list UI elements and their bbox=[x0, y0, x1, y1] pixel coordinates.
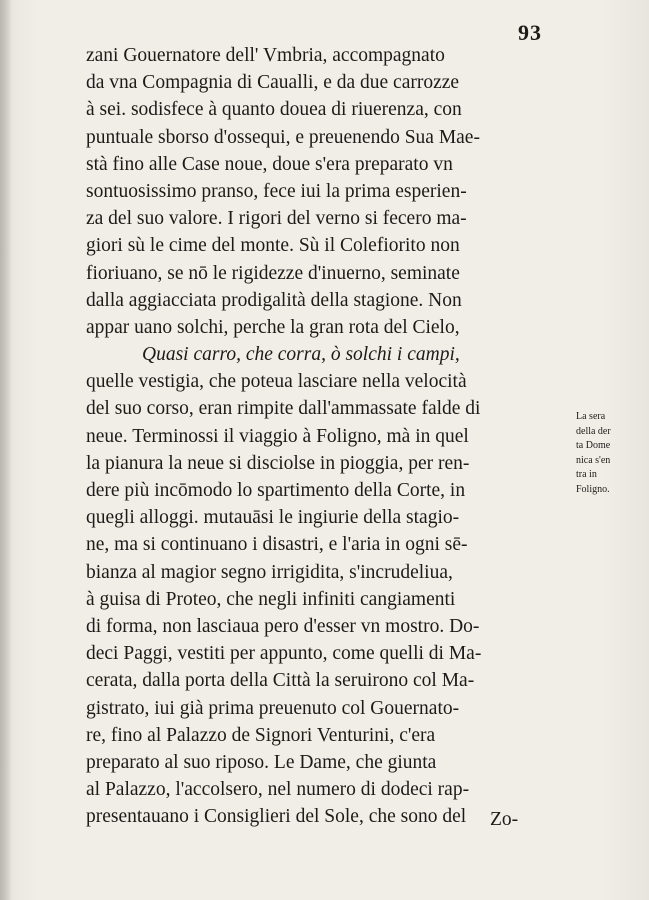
text-line: da vna Compagnia di Caualli, e da due carrozze bbox=[86, 72, 460, 94]
text-line: del suo corso, eran rimpite dall'ammassate falde di bbox=[86, 398, 481, 420]
text-line: quegli alloggi. mutauāsi le ingiurie della stagio- bbox=[86, 507, 460, 529]
text-line: za del suo valore. I rigori del verno si fecero ma- bbox=[86, 208, 467, 230]
text-line: sontuosissimo pranso, fece iui la prima esperien- bbox=[86, 180, 467, 202]
text-line: giori sù le cime del monte. Sù il Colefiorito non bbox=[86, 235, 460, 257]
text-line: presentauano i Consiglieri del Sole, che sono del bbox=[86, 806, 467, 828]
margin-note-line: La sera bbox=[576, 411, 606, 422]
verse-quotation: Quasi carro, che corra, ò solchi i campi, bbox=[142, 344, 460, 366]
text-line: bianza al magior segno irrigidita, s'incrudeliua, bbox=[86, 561, 453, 583]
text-line: deci Paggi, vestiti per appunto, come quelli di Ma- bbox=[86, 643, 482, 665]
text-line: ne, ma si continuano i disastri, e l'aria in ogni sē- bbox=[86, 534, 468, 556]
margin-note-line: nica s'en bbox=[576, 454, 611, 466]
text-line: cerata, dalla porta della Città la seruirono col Ma- bbox=[86, 670, 475, 692]
page-number: 93 bbox=[518, 20, 542, 45]
margin-note-line: Foligno. bbox=[576, 483, 610, 495]
text-line: neue. Terminossi il viaggio à Foligno, mà in quel bbox=[86, 425, 469, 447]
text-line: à guisa di Proteo, che negli infiniti cangiamenti bbox=[86, 588, 456, 610]
margin-note-line: tra in bbox=[576, 469, 597, 480]
text-line: preparato al suo riposo. Le Dame, che giunta bbox=[86, 751, 437, 773]
text-line: gistrato, iui già prima preuenuto col Gouernato- bbox=[86, 697, 460, 719]
text-line: di forma, non lasciaua pero d'esser vn mostro. Do- bbox=[86, 615, 480, 637]
text-line: dere più incōmodo lo spartimento della Corte, in bbox=[86, 480, 466, 501]
text-line: re, fino al Palazzo de Signori Venturini, c'era bbox=[86, 724, 436, 746]
text-line: quelle vestigia, che poteua lasciare nella velocità bbox=[86, 371, 467, 393]
margin-note-line: ta Dome bbox=[576, 440, 611, 451]
margin-note-line: della der bbox=[576, 425, 611, 437]
text-line: dalla aggiacciata prodigalità della stagione. Non bbox=[86, 289, 462, 311]
catchword: Zo- bbox=[490, 809, 519, 830]
binding-shadow bbox=[0, 0, 12, 900]
text-line: la pianura la neue si disciolse in pioggia, per ren- bbox=[86, 452, 470, 474]
text-line: zani Gouernatore dell' Vmbria, accompagnato bbox=[86, 45, 445, 66]
text-line: appar uano solchi, perche la gran rota del Cielo, bbox=[86, 316, 460, 338]
text-line: à sei. sodisfece à quanto doueа di riuerenza, con bbox=[86, 99, 462, 121]
text-line: stà fino alle Case noue, doue s'era preparato vn bbox=[86, 153, 453, 175]
margin-note bbox=[576, 410, 646, 497]
text-line: al Palazzo, l'accolsero, nel numero di dodeci rap- bbox=[86, 779, 470, 801]
text-line: fioriuano, se nō le rigidezze d'inuerno, seminate bbox=[86, 262, 460, 284]
text-line: puntuale sborso d'ossequi, e preuenendo Sua Mae- bbox=[86, 126, 480, 148]
body-text bbox=[86, 42, 574, 830]
